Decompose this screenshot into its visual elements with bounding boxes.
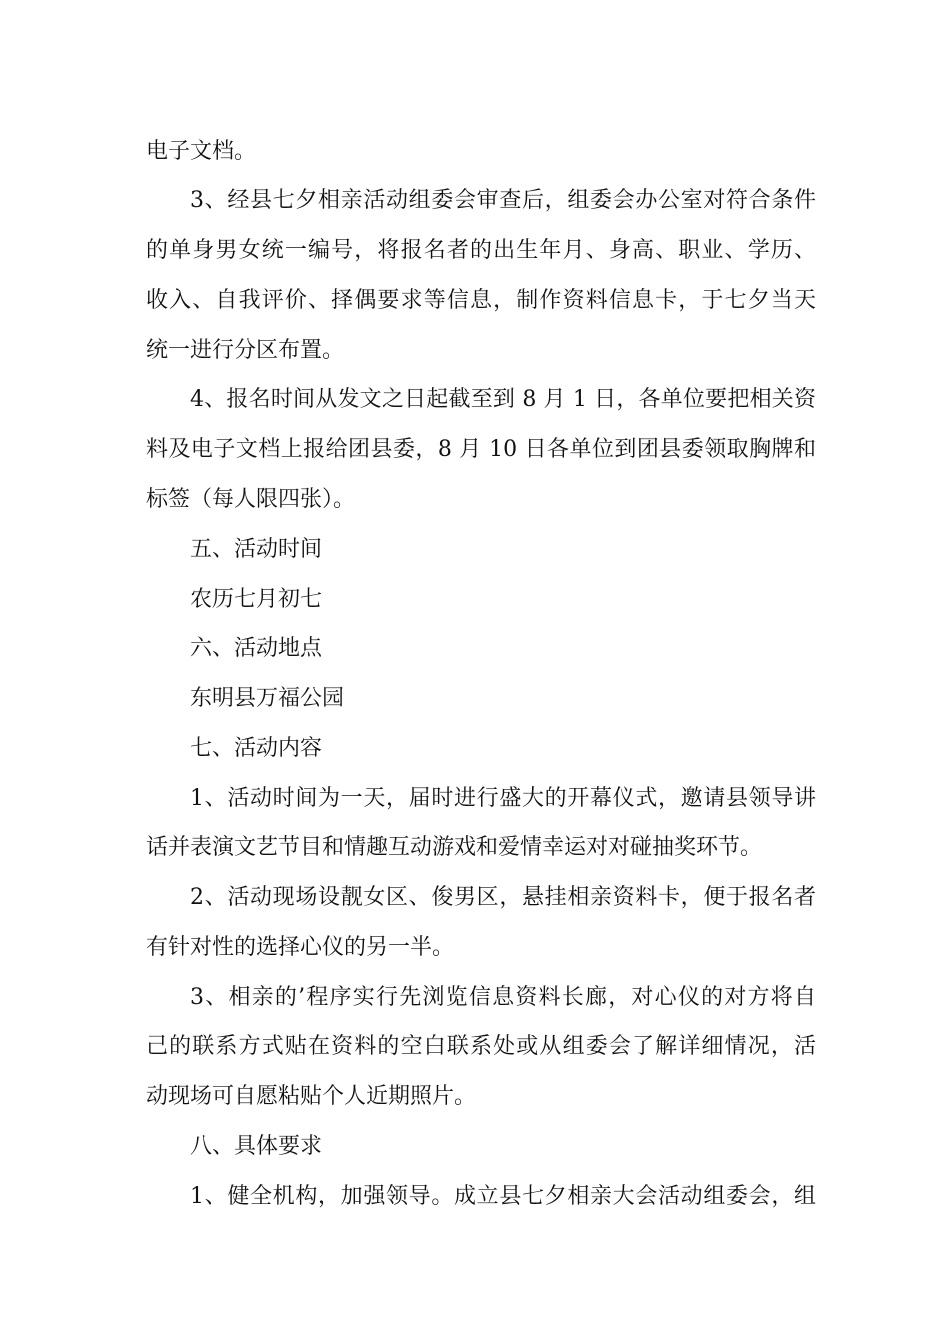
text-line: 统一进行分区布置。 (146, 338, 345, 363)
section-heading: 五、活动时间 (190, 537, 323, 562)
text-line: 电子文档。 (146, 139, 257, 164)
text-line: 4、报名时间从发文之日起截至到 8 月 1 日，各单位要把相关资 (190, 387, 816, 412)
text-line: 标签（每人限四张）。 (146, 487, 356, 512)
text-line: 己的联系方式贴在资料的空白联系处或从组委会了解详细情况，活 (146, 1034, 816, 1059)
text-line: 有针对性的选择心仪的另一半。 (146, 935, 455, 960)
section-heading: 七、活动内容 (190, 736, 323, 761)
text-line: 料及电子文档上报给团县委，8 月 10 日各单位到团县委领取胸牌和 (146, 437, 816, 462)
section-heading: 八、具体要求 (190, 1134, 323, 1159)
section-heading: 六、活动地点 (190, 636, 323, 661)
text-line: 农历七月初七 (190, 587, 323, 612)
text-line: 动现场可自愿粘贴个人近期照片。 (146, 1084, 477, 1109)
text-line: 东明县万福公园 (190, 686, 345, 711)
text-line: 2、活动现场设靓女区、俊男区，悬挂相亲资料卡，便于报名者 (190, 885, 816, 910)
text-line: 的单身男女统一编号，将报名者的出生年月、身高、职业、学历、 (146, 238, 816, 263)
text-line: 收入、自我评价、择偶要求等信息，制作资料信息卡，于七夕当天 (146, 288, 816, 313)
text-line: 1、健全机构，加强领导。成立县七夕相亲大会活动组委会，组 (190, 1184, 816, 1209)
text-line: 话并表演文艺节目和情趣互动游戏和爱情幸运对对碰抽奖环节。 (146, 835, 763, 860)
text-line: 3、经县七夕相亲活动组委会审查后，组委会办公室对符合条件 (190, 188, 816, 213)
text-line: 1、活动时间为一天，届时进行盛大的开幕仪式，邀请县领导讲 (190, 786, 816, 811)
text-line: 3、相亲的’程序实行先浏览信息资料长廊，对心仪的对方将自 (190, 985, 816, 1010)
